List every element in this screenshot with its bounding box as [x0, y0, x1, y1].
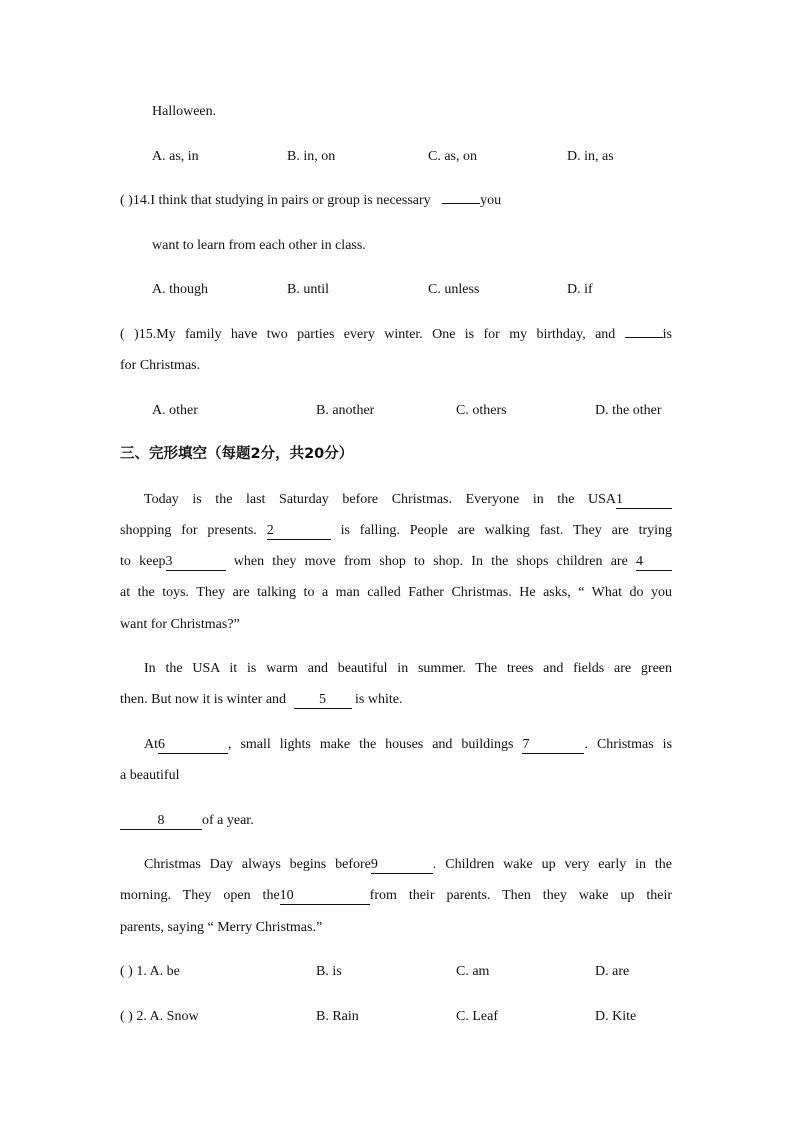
q13-stem-tail: Halloween. [152, 104, 217, 119]
blank-9: 9 [371, 857, 433, 874]
blank-10: 10 [280, 888, 370, 905]
q14-option-b: B. until [287, 282, 330, 297]
blank-5: 5 [294, 692, 352, 709]
passage-text: . Children wake up very early in the [432, 857, 672, 872]
q14-line [120, 192, 501, 210]
passage-text: from their parents. Then they wake up their [369, 888, 672, 903]
passage-text: , small lights make the houses and buildings [228, 737, 514, 752]
passage-text: then. But now it is winter and [120, 692, 287, 707]
q14-blank [442, 203, 480, 204]
passage-text: when they move from shop to shop. In the shops children are [233, 554, 628, 569]
passage-text: shopping for presents. [120, 523, 257, 538]
passage-text: of a year. [202, 813, 254, 828]
blank-2: 2 [267, 523, 331, 540]
cloze-q1-option-b: B. is [316, 964, 342, 979]
q14-option-d: D. if [567, 282, 593, 297]
passage-p3-line1 [120, 736, 672, 754]
q15-option-b: B. another [316, 403, 375, 418]
passage-p4-line2 [120, 887, 672, 905]
q13-option-d: D. in, as [567, 149, 614, 164]
section-title: 三、完形填空（每题2分，共20分） [120, 446, 354, 462]
passage-p4-line3: parents, saying “ Merry Christmas.” [120, 920, 323, 935]
answer-paren: ( ) [120, 1009, 133, 1024]
passage-text: to keep [120, 554, 166, 569]
blank-8: 8 [120, 813, 202, 830]
passage-p1-line2 [120, 522, 672, 540]
q13-option-c: C. as, on [428, 149, 477, 164]
q13-option-a: A. as, in [152, 149, 199, 164]
blank-7: 7 [522, 737, 584, 754]
passage-p3-line2: a beautiful [120, 768, 180, 783]
q14-option-c: C. unless [428, 282, 480, 297]
q15-blank [625, 337, 663, 338]
passage-p1-line1 [120, 491, 672, 509]
cloze-q1-option-d: D. are [595, 964, 630, 979]
passage-p1-line4: at the toys. They are talking to a man called Father Christmas. He asks, “ What do you [120, 585, 672, 600]
passage-p2-line2 [120, 691, 403, 709]
cloze-q2-option-b: B. Rain [316, 1009, 359, 1024]
cloze-q2-option-a: 2. A. Snow [136, 1009, 199, 1024]
q15-stem-after: is [662, 327, 672, 342]
blank-4: 4 [636, 554, 672, 571]
q13-option-b: B. in, on [287, 149, 336, 164]
q15-option-c: C. others [456, 403, 507, 418]
cloze-q2-option-c: C. Leaf [456, 1009, 498, 1024]
q14-option-a: A. though [152, 282, 208, 297]
q15-stem: 15.My family have two parties every winter. One is for my birthday, and [138, 327, 616, 342]
cloze-q2 [120, 1008, 199, 1026]
passage-text: Christmas Day always begins before [144, 857, 371, 872]
blank-6: 6 [158, 737, 228, 754]
passage-p2-line1: In the USA it is warm and beautiful in summer. The trees and fields are green [144, 661, 672, 676]
passage-p1-line3 [120, 553, 672, 571]
passage-text: morning. They open the [120, 888, 280, 903]
cloze-q1-option-a: 1. A. be [136, 964, 180, 979]
q15-option-d: D. the other [595, 403, 662, 418]
q15-stem-line2: for Christmas. [120, 358, 201, 373]
blank-3: 3 [166, 554, 226, 571]
passage-text: At [144, 737, 158, 752]
cloze-q2-option-d: D. Kite [595, 1009, 637, 1024]
q14-stem: 14.I think that studying in pairs or group is necessary [132, 193, 431, 208]
passage-p1-line5: want for Christmas?” [120, 617, 240, 632]
q15-option-a: A. other [152, 403, 198, 418]
passage-text: Today is the last Saturday before Christmas. Everyone in the USA [144, 492, 616, 507]
passage-p4-line1 [120, 856, 672, 874]
passage-text: is falling. People are walking fast. They are trying [340, 523, 673, 538]
answer-paren: ( ) [120, 193, 133, 208]
answer-paren: ( ) [120, 327, 139, 342]
passage-text: . Christmas is [584, 737, 673, 752]
answer-paren: ( ) [120, 964, 133, 979]
cloze-q1 [120, 963, 180, 981]
passage-text: is white. [355, 692, 403, 707]
passage-p3-line3 [120, 812, 254, 830]
q14-stem-after: you [480, 193, 502, 208]
blank-1: 1 [616, 492, 672, 509]
cloze-q1-option-c: C. am [456, 964, 490, 979]
q14-stem-line2: want to learn from each other in class. [152, 238, 366, 253]
q15-line [120, 326, 672, 344]
